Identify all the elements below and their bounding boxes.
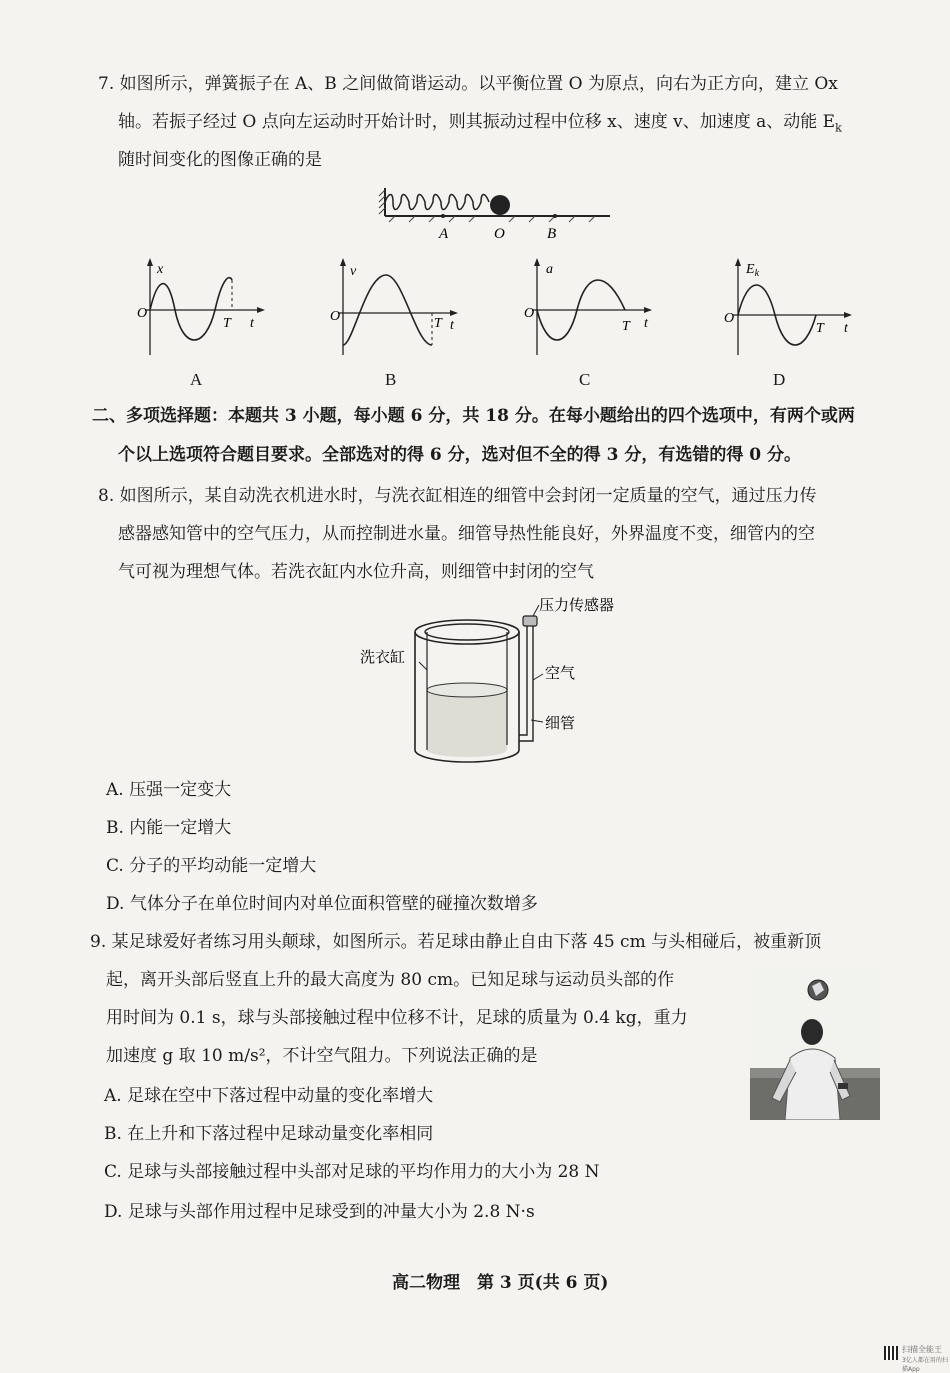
label-b: B: [547, 226, 557, 242]
graph-c-origin: O: [524, 306, 535, 321]
graph-d-caption: D: [773, 370, 786, 389]
label-air: 空气: [545, 666, 576, 682]
q8-option-c: C. 分子的平均动能一定增大: [106, 856, 317, 876]
q8-option-d: D. 气体分子在单位时间内对单位面积管壁的碰撞次数增多: [106, 894, 538, 914]
graph-option-d: [720, 255, 865, 365]
graph-d-tlabel: T: [816, 321, 824, 336]
spring-oscillator-figure: [375, 180, 625, 245]
q9-stem-line3: 用时间为 0.1 s，球与头部接触过程中位移不计，足球的质量为 0.4 kg，重力: [106, 1008, 688, 1028]
q9-stem-line2: 起，离开头部后竖直上升的最大高度为 80 cm。已知足球与运动员头部的作: [106, 970, 675, 990]
washing-machine-figure: [355, 590, 645, 765]
graph-b-tlabel: T: [434, 316, 442, 331]
q8-stem-line1: 8. 如图所示，某自动洗衣机进水时，与洗衣缸相连的细管中会封闭一定质量的空气，通过压力传: [98, 486, 817, 506]
graph-d-ylabel-sub: k: [754, 268, 760, 279]
q8-stem-line3: 气可视为理想气体。若洗衣缸内水位升高，则细管中封闭的空气: [118, 562, 594, 582]
q7-stem-line3: 随时间变化的图像正确的是: [118, 150, 322, 170]
q9-option-a: A. 足球在空中下落过程中动量的变化率增大: [104, 1086, 434, 1106]
q7-stem-line2-text: 轴。若振子经过 O 点向左运动时开始计时，则其振动过程中位移 x、速度 v、加速度 a、动能 E: [118, 112, 836, 132]
q8-stem-line2: 感器感知管中的空气压力，从而控制进水量。细管导热性能良好，外界温度不变，细管内的空: [118, 524, 815, 544]
graph-a-tlabel: T: [223, 316, 231, 331]
graph-d-xlabel: t: [844, 321, 848, 336]
q8-option-b: B. 内能一定增大: [106, 818, 232, 838]
graph-c-caption: C: [579, 370, 591, 389]
curve-b: [343, 275, 432, 345]
label-pressure-sensor: 压力传感器: [539, 598, 615, 614]
graph-a-xlabel: t: [250, 316, 254, 331]
q9-stem-line1: 9. 某足球爱好者练习用头颠球，如图所示。若足球由静止自由下落 45 cm 与头相碰后，被重新顶: [90, 932, 822, 952]
graph-b-ylabel: v: [350, 264, 357, 279]
label-washing-tank: 洗衣缸: [360, 650, 406, 666]
graph-c-tlabel: T: [622, 319, 630, 334]
q7-stem-line2: [118, 110, 842, 140]
section2-line1: 二、多项选择题：本题共 3 小题，每小题 6 分，共 18 分。在每小题给出的四个选项中，有两个或两: [92, 406, 855, 426]
graph-d-ylabel: [745, 262, 760, 279]
graph-a-origin: O: [137, 306, 148, 321]
q8-option-a: A. 压强一定变大: [106, 780, 232, 800]
graph-a-caption: A: [190, 370, 203, 389]
q9-option-b: B. 在上升和下落过程中足球动量变化率相同: [104, 1124, 434, 1144]
graph-b-origin: O: [330, 309, 341, 324]
scanner-stamp-line2: 3亿人都在用的扫描App: [902, 1357, 948, 1373]
graph-option-a: [135, 255, 275, 365]
curve-a: [150, 278, 232, 340]
spring-coil: [385, 195, 489, 210]
graph-b-caption: B: [385, 370, 397, 389]
graph-option-c: [522, 255, 662, 365]
page-footer: 高二物理 第 3 页(共 6 页): [392, 1273, 609, 1293]
oscillator-ball: [490, 195, 510, 215]
q9-stem-line4: 加速度 g 取 10 m/s²，不计空气阻力。下列说法正确的是: [106, 1046, 538, 1066]
graph-option-b: [328, 255, 468, 365]
section2-line2: 个以上选项符合题目要求。全部选对的得 6 分，选对但不全的得 3 分，有选错的得 0 分。: [118, 445, 801, 465]
graph-c-ylabel: a: [546, 262, 553, 277]
graph-a-ylabel: x: [157, 262, 164, 277]
q9-option-d: D. 足球与头部作用过程中足球受到的冲量大小为 2.8 N·s: [104, 1202, 535, 1222]
label-o: O: [494, 226, 505, 242]
graph-d-ylabel-main: E: [746, 262, 755, 277]
label-tube: 细管: [545, 716, 576, 732]
q9-option-c: C. 足球与头部接触过程中头部对足球的平均作用力的大小为 28 N: [104, 1162, 600, 1182]
graph-b-xlabel: t: [450, 318, 454, 333]
scanner-stamp-line1: 扫描全能王: [902, 1345, 942, 1354]
graph-c-xlabel: t: [644, 316, 648, 331]
q7-stem-line1: 7. 如图所示，弹簧振子在 A、B 之间做简谐运动。以平衡位置 O 为原点，向右为正方向，建立 Ox: [98, 74, 838, 94]
graph-d-origin: O: [724, 311, 735, 326]
player-photo: [750, 968, 880, 1120]
q7-stem-line2-sub: k: [835, 121, 842, 135]
qr-code-icon: [884, 1346, 898, 1360]
label-a: A: [439, 226, 449, 242]
